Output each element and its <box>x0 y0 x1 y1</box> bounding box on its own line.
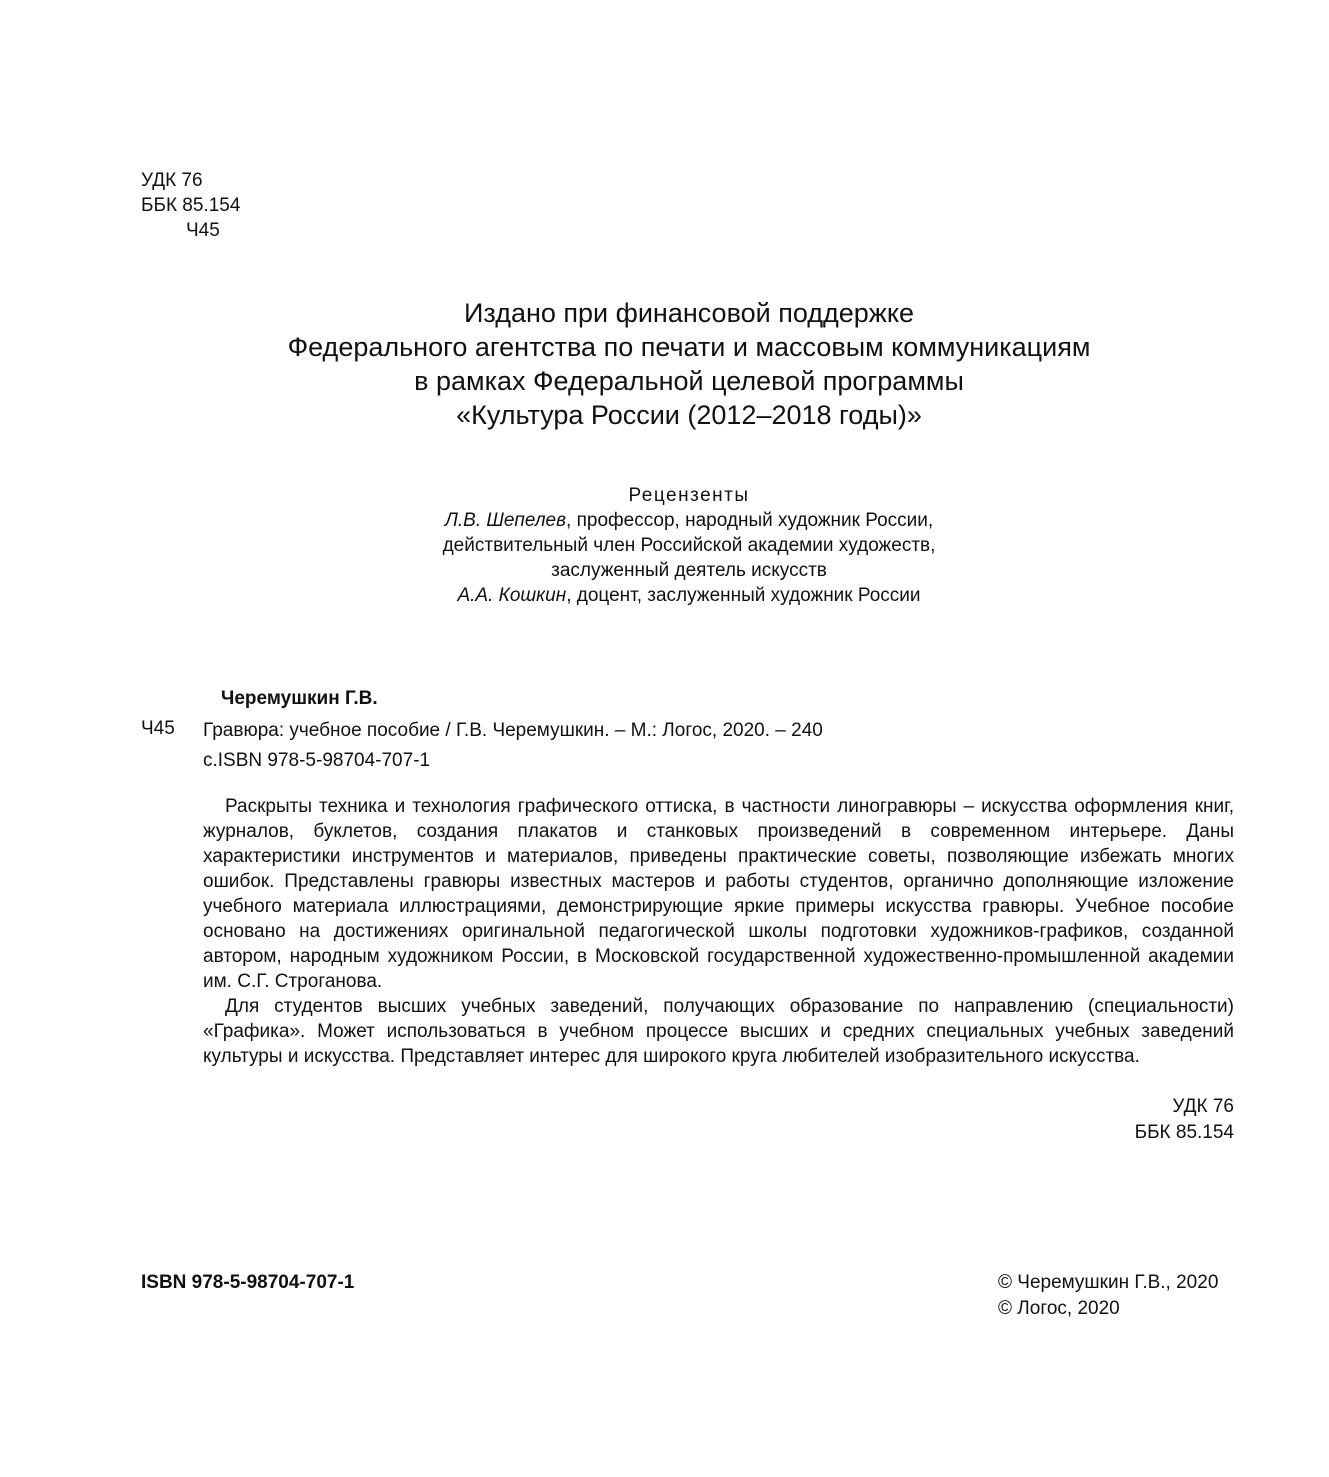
footer-classification <box>1135 1094 1234 1146</box>
annotation-paragraph-2: Для студентов высших учебных заведений, получающих образование по направлению (специальности) «Графика». Может использоваться в учебном процессе высших и средних специальных учебных заведений культуры и искусства. Представляет интерес для широкого круга любителей изобразительного искусства. <box>203 996 1234 1067</box>
record-description <box>203 716 923 776</box>
grant-line: в рамках Федеральной целевой программы <box>414 366 964 396</box>
reviewer-2-line <box>0 583 1329 608</box>
reviewer-2-name: А.А. Кошкин <box>457 585 567 606</box>
annotation <box>203 794 1234 1069</box>
reviewer-1-name: Л.В. Шепелев <box>444 510 567 531</box>
copyright-author: © Черемушкин Г.В., 2020 <box>998 1272 1219 1293</box>
reviewer-1-line <box>0 508 1329 533</box>
reviewer-1-desc: , профессор, народный художник России, <box>566 510 934 531</box>
annotation-paragraph-1: Раскрыты техника и технология графического оттиска, в частности линогравюры – искусства оформления книг, журналов, буклетов, создания плакатов и станковых произведений в современном интерьере. Даны характеристики инструментов и материалов, приведены практические советы, позволяющие избежать многих ошибок. Представлены гравюры известных мастеров и работы студентов, органично дополняющие изложение учебного материала иллюстрациями, демонстрирующие яркие примеры искусства гравюры. Учебное пособие основано на достижениях оригинальной педагогической школы подготовки художников-графиков, созданной автором, народным художником России, в Московской государственной художественно-промышленной академии им. С.Г. Строганова. <box>203 796 1234 992</box>
grant-statement <box>0 296 1329 432</box>
udk-code: УДК 76 <box>141 170 203 191</box>
footer-udk: УДК 76 <box>1172 1096 1234 1117</box>
cutter-mark: Ч45 <box>186 220 220 241</box>
grant-line: Издано при финансовой поддержке <box>464 298 914 328</box>
isbn: ISBN 978-5-98704-707-1 <box>141 1272 355 1293</box>
reviewers-heading: Рецензенты <box>628 485 750 506</box>
reviewers-block <box>0 483 1329 608</box>
footer-bbk: ББК 85.154 <box>1134 1122 1234 1143</box>
record-cutter: Ч45 <box>141 718 175 739</box>
reviewer-2-desc: , доцент, заслуженный художник России <box>566 585 921 606</box>
record-line-1: Гравюра: учебное пособие / Г.В. Черемушкин. – М.: Логос, 2020. – 240 <box>203 720 823 741</box>
record-line-2: с.ISBN 978-5-98704-707-1 <box>203 750 431 771</box>
reviewer-1-desc-3: заслуженный деятель искусств <box>551 560 827 581</box>
reviewer-1-desc-2: действительный член Российской академии художеств, <box>442 535 936 556</box>
copyright-publisher: © Логос, 2020 <box>998 1298 1120 1319</box>
bbk-code: ББК 85.154 <box>141 195 241 216</box>
grant-line: «Культура России (2012–2018 годы)» <box>456 400 922 430</box>
grant-line: Федерального агентства по печати и массовым коммуникациям <box>287 332 1091 362</box>
copyright-block <box>998 1270 1218 1322</box>
record-author: Черемушкин Г.В. <box>221 688 378 709</box>
